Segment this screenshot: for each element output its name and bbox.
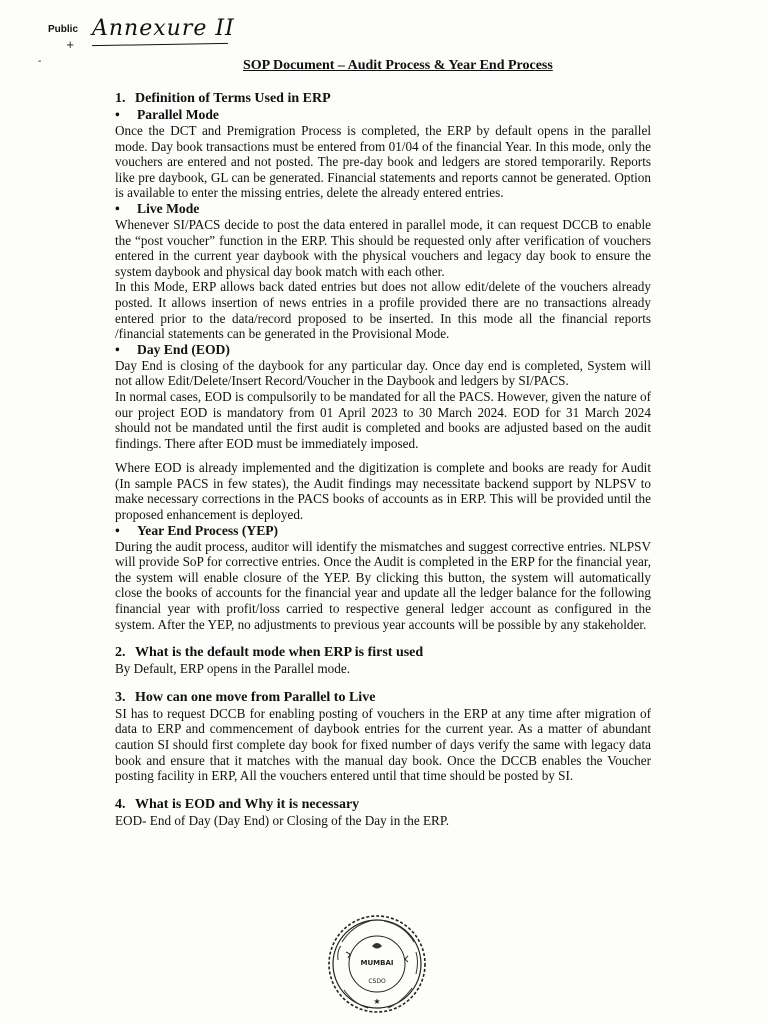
bullet-heading: • Year End Process (YEP) <box>115 522 279 538</box>
document-title: SOP Document – Audit Process & Year End Process <box>243 58 553 73</box>
paragraph: Once the DCT and Premigration Process is completed, the ERP by default opens in the parallel mode. Day book transactions must be entered from 01/04 of the financial Year. In this mode, only the vouchers are entered and not posted. The pre-day book and ledgers are stored temporarily. Reports like pre daybook, GL can be generated. Financial statements and reports cannot be generated. Option is available to enter the missing entries, delete the already entered entries. <box>115 123 651 201</box>
official-seal-stamp <box>322 912 432 1016</box>
svg-text:CSDO: CSDO <box>368 978 386 985</box>
classification-label: Public <box>48 24 79 35</box>
section-heading: 1. Definition of Terms Used in ERP <box>115 91 331 106</box>
paragraph: During the audit process, auditor will identify the mismatches and suggest corrective entries. NLPSV will provide SoP for corrective entries. Once the Audit is completed in the ERP for the financial year, the system will enable closure of the YEP. By clicking this button, the system will automatically close the books of accounts for the financial year and update all the ledger balance for the following financial year with profit/loss carried to respective general ledger account as configured in the system. After the YEP, no adjustments to previous year accounts will be possible by any stakeholder. <box>115 538 651 632</box>
section-heading: 2. What is the default mode when ERP is first used <box>115 645 424 661</box>
paragraph: Day End is closing of the daybook for any particular day. Once day end is completed, System will not allow Edit/Delete/Insert Record/Voucher in the Daybook and ledgers by SI/PACS. <box>115 357 651 389</box>
bullet-heading: • Day End (EOD) <box>115 341 230 357</box>
handwritten-underline <box>92 43 228 46</box>
paragraph: EOD- End of Day (Day End) or Closing of the Day in the ERP. <box>115 812 450 828</box>
section-heading: 4. What is EOD and Why it is necessary <box>115 796 360 812</box>
section-heading: 3. How can one move from Parallel to Live <box>115 689 376 705</box>
margin-mark: - <box>38 56 42 67</box>
bullet-heading: • Live Mode <box>115 200 200 216</box>
paragraph: In normal cases, EOD is compulsorily to be mandated for all the PACS. However, given the nature of our project EOD is mandatory from 01 April 2023 to 30 March 2024. EOD for 31 March 2024 should not be mandated until the first audit is completed and books are adjusted based on the audit findings. There after EOD must be immediately imposed. <box>115 388 651 451</box>
paragraph: In this Mode, ERP allows back dated entries but does not allow edit/delete of the vouchers already posted. It allows insertion of news entries in a profile provided there are no transactions already entered prior to the data/record proposed to be inserted. In this mode all the financial reports /financial statements can be generated in the Provisional Mode. <box>115 279 651 342</box>
svg-text:MUMBAI: MUMBAI <box>360 959 394 967</box>
paragraph: By Default, ERP opens in the Parallel mode. <box>115 661 351 677</box>
handwritten-annexure-note: Annexure II <box>92 16 235 41</box>
paragraph: SI has to request DCCB for enabling posting of vouchers in the ERP at any time after migration of data to ERP and commencement of daybook entries for the current year. As a matter of abundant caution SI should first complete day book for fixed number of days verify the same with legacy data book and ensure that it matches with the manual day book. Once the DCCB enables the Voucher posting facility in ERP, All the vouchers entered until that time should be posted by SI. <box>115 705 651 784</box>
paragraph: Where EOD is already implemented and the digitization is complete and books are ready for Audit (In sample PACS in few states), the Audit findings may necessitate backend support by NLPSV to make necessary corrections in the PACS books of accounts as in ERP. This will be provided until the proposed enhancement is deployed. <box>115 460 651 523</box>
paragraph: Whenever SI/PACS decide to post the data entered in parallel mode, it can request DCCB to enable the “post voucher” function in the ERP. This should be requested only after verification of vouchers entered in the current year daybook with the physical vouchers and legacy day book to ensure the system daybook and physical day book match with each other. <box>115 216 651 279</box>
margin-mark: + <box>66 40 75 51</box>
document-body <box>115 90 651 828</box>
bullet-heading: • Parallel Mode <box>115 107 219 122</box>
svg-text:★: ★ <box>373 997 381 1006</box>
